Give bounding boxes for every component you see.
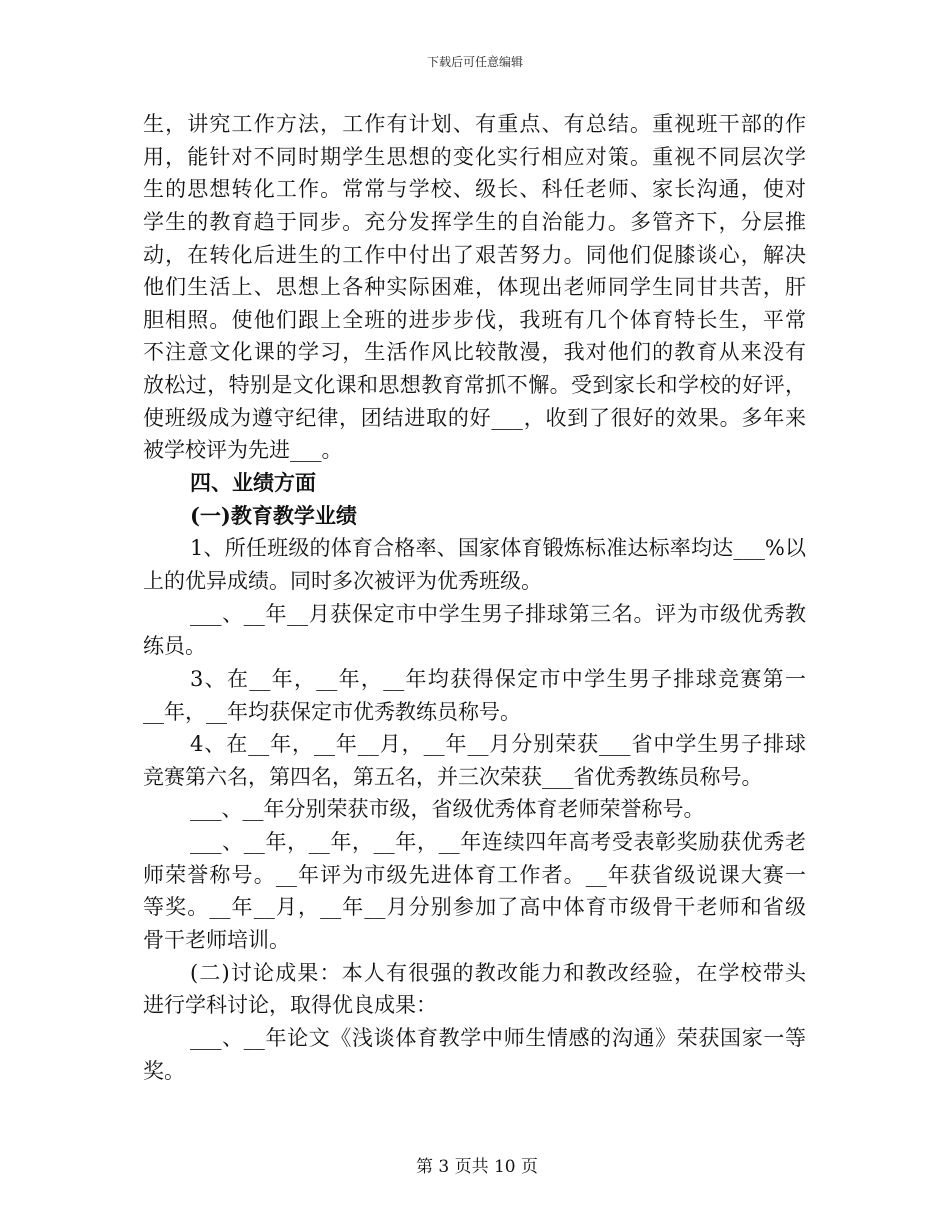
text-line: __年，__年均获保定市优秀教练员称号。	[143, 699, 521, 724]
text-line: 动，在转化后进生的工作中付出了艰苦努力。同他们促膝谈心，解决	[143, 242, 806, 267]
text-line: (二)讨论成果：本人有很强的教改能力和教改经验，在学校带头	[190, 960, 806, 985]
text-line: ___、__年__月获保定市中学生男子排球第三名。评为市级优秀教	[190, 601, 806, 626]
page-number: 第 3 页共 10 页	[415, 1157, 539, 1177]
text-line: 生，讲究工作方法，工作有计划、有重点、有总结。重视班干部的作	[143, 112, 806, 136]
text-line: 用，能针对不同时期学生思想的变化实行相应对策。重视不同层次学	[143, 144, 806, 169]
header-note: 下载后可任意编辑	[426, 55, 523, 69]
paragraph	[143, 532, 806, 597]
text-line: 胆相照。使他们跟上全班的进步步伐，我班有几个体育特长生，平常	[143, 307, 806, 332]
paragraph	[143, 598, 806, 663]
subsection-heading: (一)教育教学业绩	[190, 502, 357, 528]
paragraph	[143, 108, 806, 467]
text-line: 4、在__年，__年__月，__年__月分别荣获___省中学生男子排球	[190, 732, 806, 757]
paragraph	[143, 663, 806, 728]
text-line: 他们生活上、思想上各种实际困难，体现出老师同学生同甘共苦，肝	[143, 275, 806, 300]
text-line: 3、在__年，__年，__年均获得保定市中学生男子排球竞赛第一	[190, 666, 806, 691]
text-line: 进行学科讨论，取得优良成果：	[143, 993, 437, 1018]
text-line: ___、__年论文《浅谈体育教学中师生情感的沟通》荣获国家一等	[190, 1025, 806, 1050]
text-line: ___、__年，__年，__年，__年连续四年高考受表彰奖励获优秀老	[190, 830, 806, 855]
text-line: 使班级成为遵守纪律，团结进取的好___，收到了很好的效果。多年来	[143, 405, 806, 430]
text-line: 上的优异成绩。同时多次被评为优秀班级。	[143, 568, 542, 593]
text-line: 生的思想转化工作。常常与学校、级长、科任老师、家长沟通，使对	[143, 177, 806, 202]
text-line: 练员。	[143, 634, 206, 659]
paragraph	[143, 793, 806, 826]
text-line: 师荣誉称号。__年评为市级先进体育工作者。__年获省级说课大赛一	[143, 862, 806, 887]
text-line: 奖。	[143, 1058, 185, 1083]
paragraph	[143, 826, 806, 957]
text-line: 1、所任班级的体育合格率、国家体育锻炼标准达标率均达___%以	[190, 536, 806, 561]
text-line: 放松过，特别是文化课和思想教育常抓不懈。受到家长和学校的好评，	[143, 373, 806, 398]
section-heading: 四、业绩方面	[190, 470, 316, 496]
document-body	[143, 108, 806, 1087]
paragraph	[143, 1022, 806, 1087]
text-line: 学生的教育趋于同步。充分发挥学生的自治能力。多管齐下，分层推	[143, 209, 806, 234]
text-line: 被学校评为先进___。	[143, 438, 343, 463]
paragraph	[143, 957, 806, 1022]
text-line: 骨干老师培训。	[143, 928, 290, 953]
text-line: 不注意文化课的学习，生活作风比较散漫，我对他们的教育从来没有	[143, 340, 806, 365]
text-line: 竞赛第六名，第四名，第五名，并三次荣获___省优秀教练员称号。	[143, 764, 763, 789]
paragraph	[143, 728, 806, 793]
text-line: ___、__年分别荣获市级，省级优秀体育老师荣誉称号。	[190, 797, 705, 822]
text-line: 等奖。__年__月，__年__月分别参加了高中体育市级骨干老师和省级	[143, 895, 806, 920]
